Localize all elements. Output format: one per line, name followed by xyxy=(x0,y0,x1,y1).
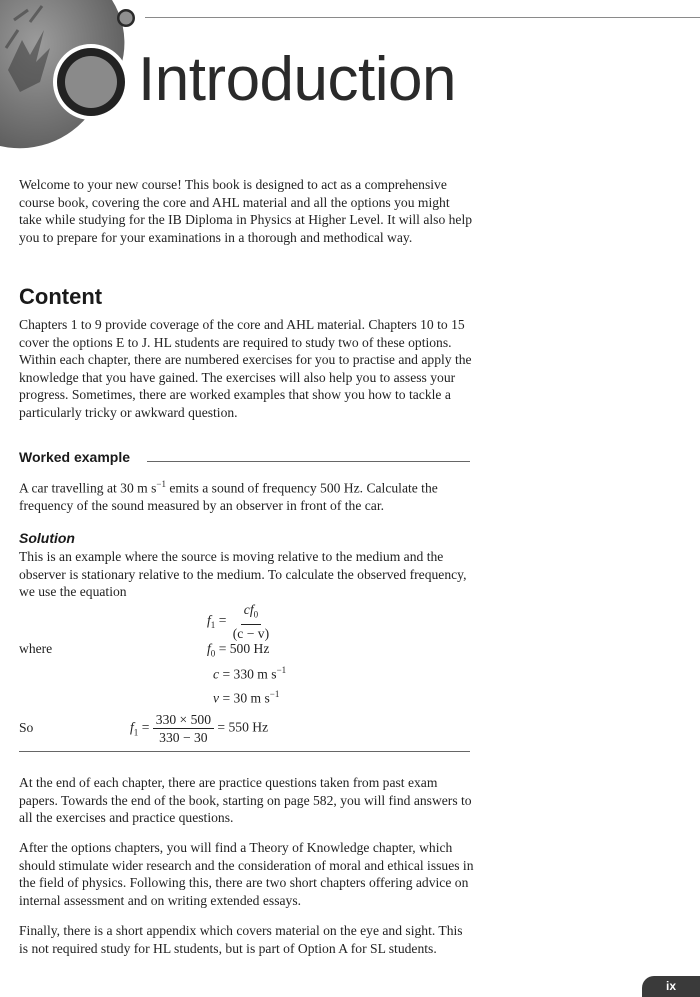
doppler-equation: $f_1$ = $\frac{cf_0}{(c - v)}$ xyxy=(207,602,272,641)
c-value: = 330 m s xyxy=(222,666,277,682)
result-fraction xyxy=(153,712,214,745)
where-label: where xyxy=(19,641,53,656)
eq-denominator: (c − v) xyxy=(232,625,270,641)
eq-numerator-subscript: 0 xyxy=(253,609,259,620)
v-symbol: v xyxy=(213,690,220,706)
result-equation: $f_1$ = $\frac{330 \times 500}{330 - 30}$ = 550 Hz xyxy=(130,712,269,745)
solution-text: This is an example where the source is moving relative to the medium and the observer is stationary relative to the medium. To calculate the observed frequency, we use the equation xyxy=(19,549,467,600)
result-denominator: 330 − 30 xyxy=(159,730,208,745)
page-number-tab xyxy=(642,976,700,997)
question-unit-exponent: −1 xyxy=(156,479,166,489)
so-label: So xyxy=(19,720,34,735)
worked-example-question xyxy=(19,476,474,515)
question-text-start: A car travelling at 30 m s xyxy=(19,480,157,496)
given-v xyxy=(213,689,279,707)
c-exponent: −1 xyxy=(276,665,287,675)
closing-paragraph-3: Finally, there is a short appendix which covers material on the eye and sight. This is not required study for HL students, but is part of Option A for SL students. xyxy=(19,923,463,956)
eq-lhs-subscript: 1 xyxy=(210,620,216,631)
chapter-corner-graphic xyxy=(0,0,150,160)
question-text-end: emits a sound of frequency 500 Hz. Calculate the frequency of the sound measured by an observer in front of the car. xyxy=(19,480,438,514)
intro-paragraph: Welcome to your new course! This book is designed to act as a comprehensive course book, covering the core and AHL material and all the options you might take while studying for the IB Diploma in Physics at Higher Level. It will also help you to prepare for your examinations in a thorough and methodical way. xyxy=(19,177,473,245)
eq-lhs-symbol: f xyxy=(207,612,211,628)
v-value: = 30 m s xyxy=(222,690,270,706)
f0-value: = 500 Hz xyxy=(218,641,270,656)
worked-example-end-rule xyxy=(19,751,470,752)
closing-paragraph-2: After the options chapters, you will find a Theory of Knowledge chapter, which should stimulate wider research and the consideration of moral and ethical issues in the field of physics. Following this, there are two short chapters offering advice on internal assessment and on writing extended essays. xyxy=(19,840,474,908)
eq-numerator: cf xyxy=(243,602,254,617)
f0-subscript: 0 xyxy=(210,648,216,659)
f0-symbol: f xyxy=(207,641,211,656)
page-number: ix xyxy=(665,979,676,993)
result-value: = 550 Hz xyxy=(217,719,269,735)
header-rule xyxy=(145,17,700,18)
content-paragraph: Chapters 1 to 9 provide coverage of the core and AHL material. Chapters 10 to 15 cover the options E to J. HL students are required to study two of these options. Within each chapter, there are numbered exercises for you to practise and apply the knowledge that you have gained. The exercises will also help you to assess your progress. Sometimes, there are worked examples that show you how to tackle a particularly tricky or awkward question. xyxy=(19,317,472,420)
given-c xyxy=(213,665,286,683)
given-f0 xyxy=(207,641,269,659)
eq-fraction xyxy=(230,602,272,641)
worked-example-heading: Worked example xyxy=(19,449,131,465)
closing-paragraph-1: At the end of each chapter, there are practice questions taken from past exam papers. Towards the end of the book, starting on page 582, you will find answers to all the exercises and practice questions. xyxy=(19,775,472,826)
result-numerator: 330 × 500 xyxy=(153,712,214,729)
v-exponent: −1 xyxy=(269,689,280,699)
page-title: Introduction xyxy=(138,45,456,114)
worked-example-rule xyxy=(147,461,470,462)
content-heading: Content xyxy=(19,284,103,309)
solution-heading: Solution xyxy=(19,530,75,546)
result-lhs-subscript: 1 xyxy=(133,727,139,738)
result-lhs-symbol: f xyxy=(130,719,134,735)
c-symbol: c xyxy=(213,666,220,682)
